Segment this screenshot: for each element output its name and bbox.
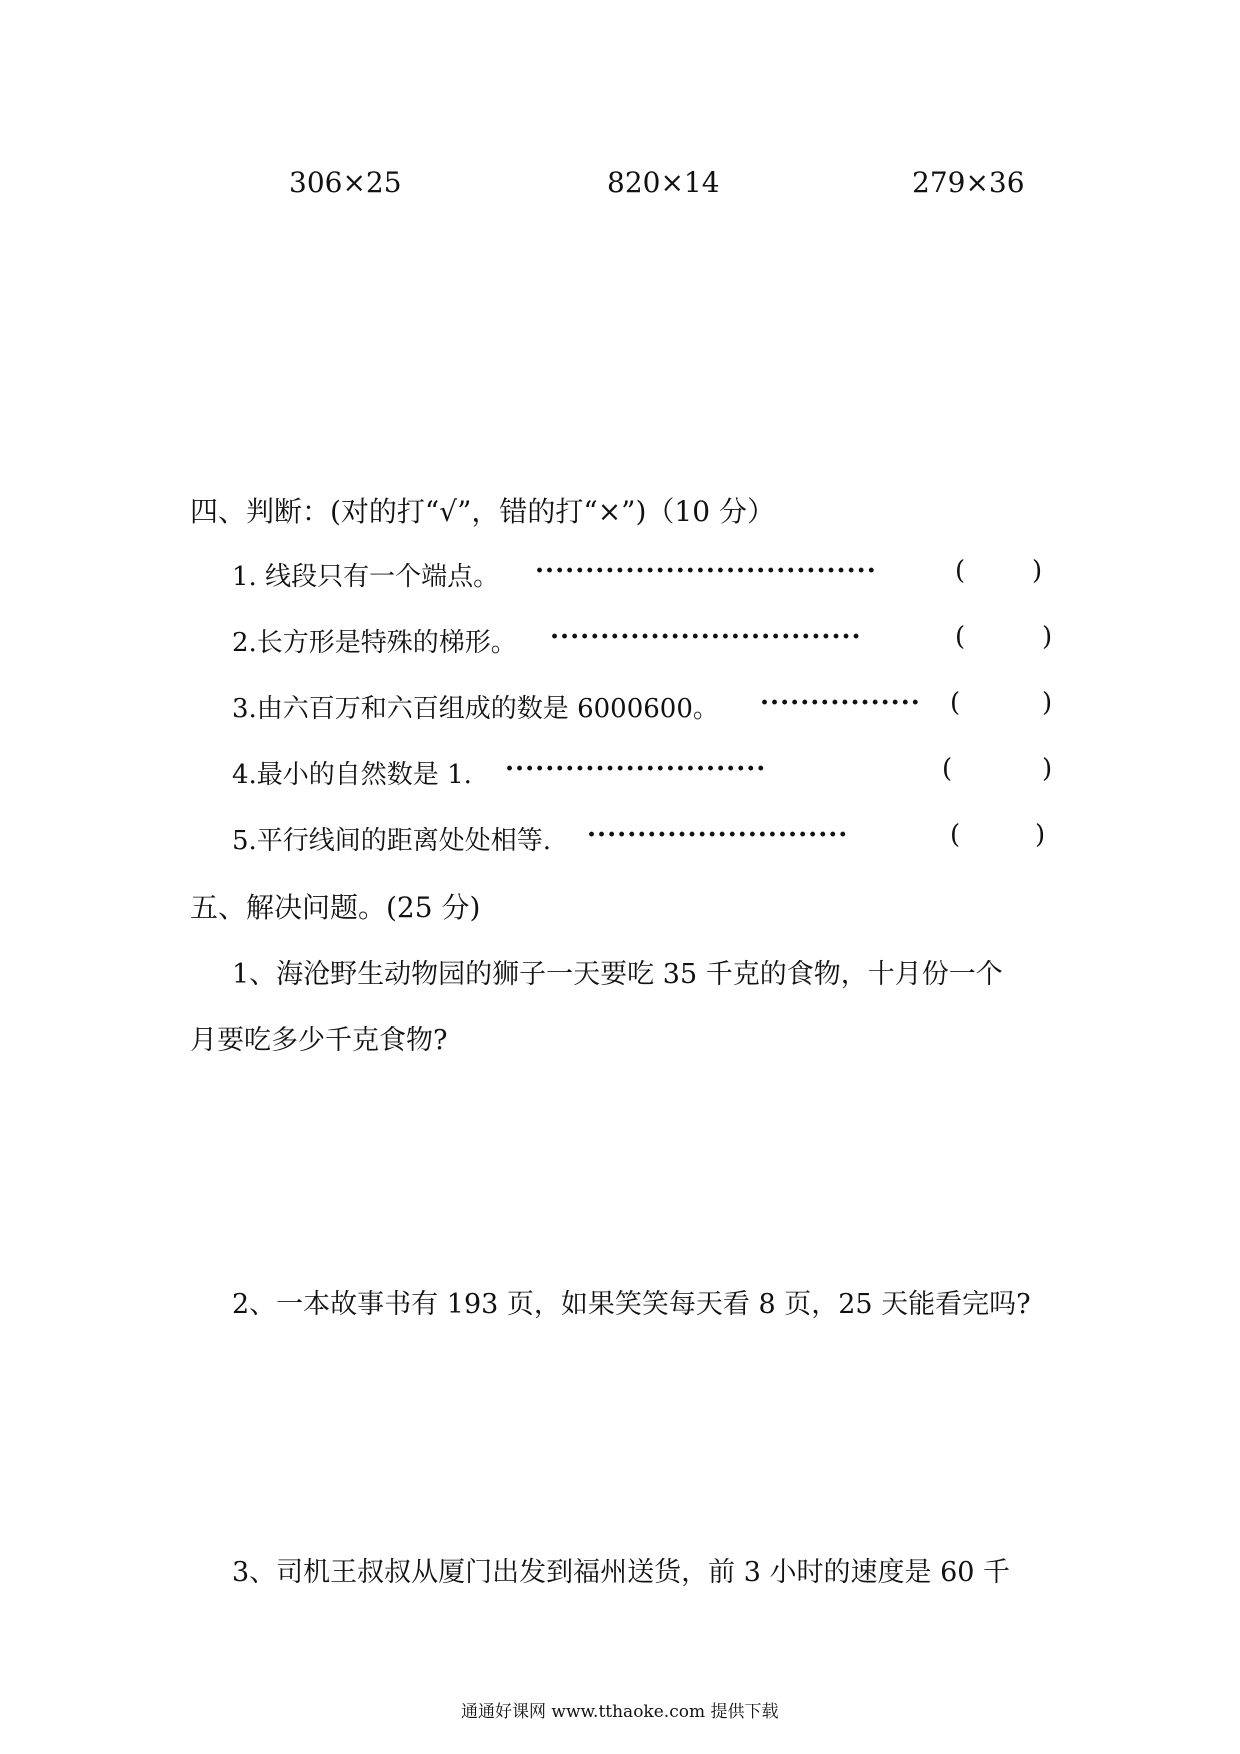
dot-leader: ··························: [587, 820, 849, 850]
section-heading: 四、判断：(对的打“√”，错的打“×”)（10 分）: [190, 495, 775, 528]
page-footer: 通通好课网 www.tthaoke.com 提供下载: [461, 1702, 779, 1722]
answer-paren-open: (: [950, 820, 961, 850]
answer-paren-open: (: [955, 556, 966, 586]
word-problem-line: 1、海沧野生动物园的狮子一天要吃 35 千克的食物，十月份一个: [232, 959, 1003, 990]
answer-paren-open: (: [955, 622, 966, 652]
judgement-item-text: 4.最小的自然数是 1.: [232, 760, 472, 790]
answer-paren-close: ): [1042, 754, 1053, 784]
dot-leader: ··································: [535, 556, 877, 586]
word-problem-line: 3、司机王叔叔从厦门出发到福州送货，前 3 小时的速度是 60 千: [232, 1557, 1011, 1588]
word-problem-line: 2、一本故事书有 193 页，如果笑笑每天看 8 页，25 天能看完吗?: [232, 1289, 1031, 1320]
answer-paren-close: ): [1042, 622, 1053, 652]
judgement-item-text: 1. 线段只有一个端点。: [232, 562, 500, 592]
calc-item: 820×14: [607, 166, 720, 199]
answer-paren-open: (: [950, 688, 961, 718]
answer-paren-close: ): [1032, 556, 1043, 586]
judgement-item-text: 3.由六百万和六百组成的数是 6000600。: [232, 694, 719, 724]
answer-paren-open: (: [942, 754, 953, 784]
judgement-item-text: 2.长方形是特殊的梯形。: [232, 628, 517, 658]
judgement-item-text: 5.平行线间的距离处处相等.: [232, 826, 552, 856]
section-heading: 五、解决问题。(25 分): [190, 891, 481, 924]
answer-paren-close: ): [1042, 688, 1053, 718]
dot-leader: ·······························: [550, 622, 862, 652]
answer-paren-close: ): [1035, 820, 1046, 850]
dot-leader: ··························: [505, 754, 767, 784]
word-problem-line: 月要吃多少千克食物?: [190, 1025, 448, 1056]
calc-item: 306×25: [289, 166, 402, 199]
calc-item: 279×36: [912, 166, 1025, 199]
dot-leader: ················: [760, 688, 921, 718]
